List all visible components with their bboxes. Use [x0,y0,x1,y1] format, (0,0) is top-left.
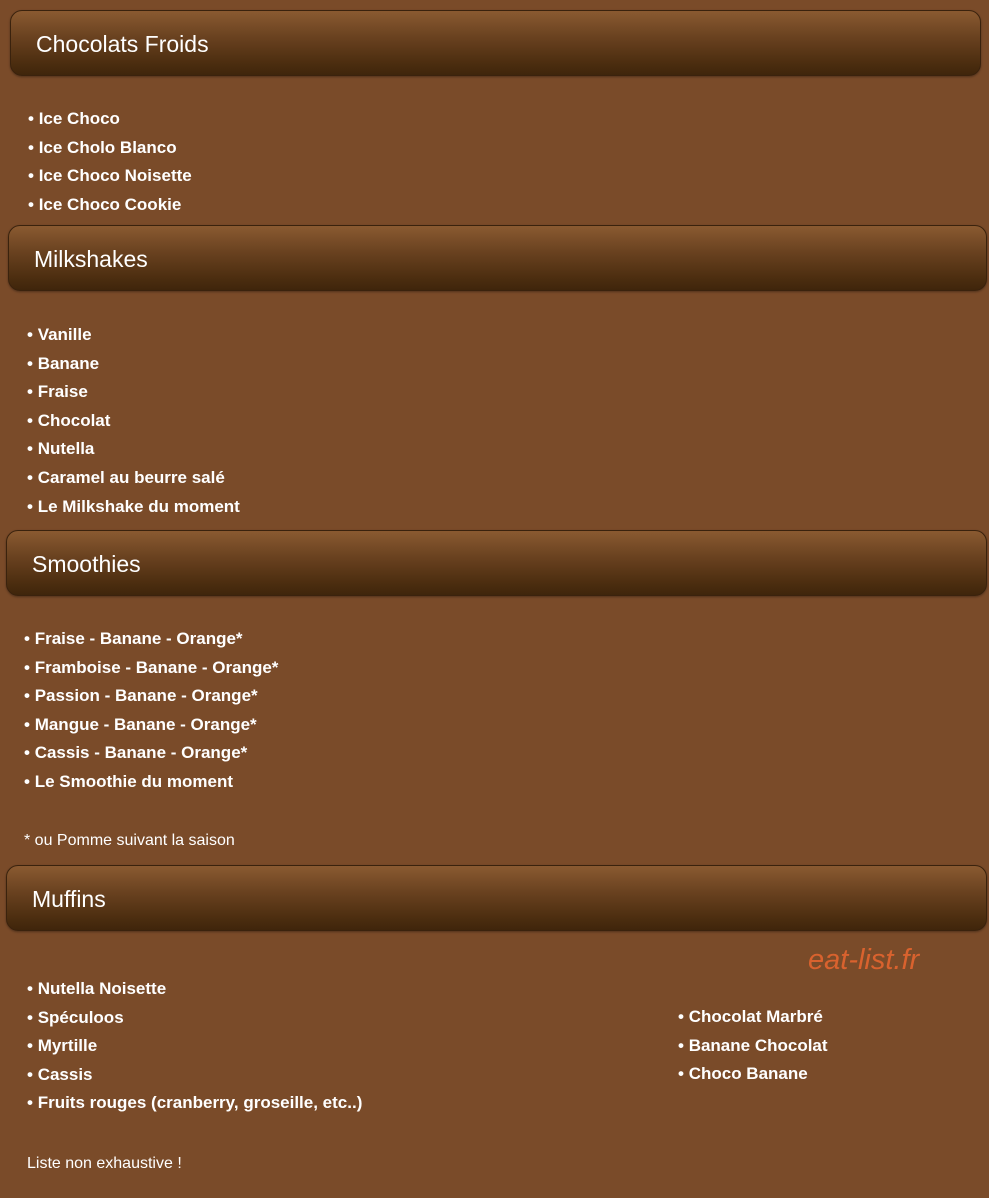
list-item: • Cassis [27,1064,93,1084]
section-title: Smoothies [32,551,141,577]
list-item: • Le Smoothie du moment [24,771,234,791]
list-item: • Caramel au beurre salé [27,467,225,487]
milkshakes-list [27,321,240,521]
list-item: • Chocolat Marbré [678,1007,823,1026]
list-item: • Ice Choco [28,109,120,128]
list-item: • Cassis - Banane - Orange* [24,743,248,763]
section-title: Chocolats Froids [36,31,209,57]
list-item: • Chocolat [27,410,111,430]
list-item: • Vanille [27,325,92,344]
chocolats-froids-list [28,105,192,219]
watermark: eat-list.fr [808,944,920,976]
smoothies-list [24,625,278,797]
list-item: • Framboise - Banane - Orange* [24,657,279,677]
section-header-muffins [6,865,987,931]
list-item: • Myrtille [27,1036,98,1056]
muffins-list-right [678,1003,828,1089]
list-item: • Banane [27,353,100,373]
muffins-list-left [27,975,362,1118]
list-item: • Le Milkshake du moment [27,496,240,516]
list-item: • Mangue - Banane - Orange* [24,714,257,734]
muffins-note: Liste non exhaustive ! [27,1155,182,1172]
list-item: • Ice Choco Noisette [28,166,192,186]
section-header-smoothies [6,530,987,596]
list-item: • Nutella [27,439,95,459]
list-item: • Passion - Banane - Orange* [24,686,258,706]
list-item: • Nutella Noisette [27,979,167,998]
section-header-milkshakes [8,225,987,291]
section-header-chocolats-froids [10,10,981,76]
section-title: Milkshakes [34,246,148,272]
list-item: • Spéculoos [27,1007,124,1027]
smoothies-note: * ou Pomme suivant la saison [24,832,235,849]
list-item: • Fraise [27,382,88,402]
list-item: • Fruits rouges (cranberry, groseille, etc..) [27,1093,363,1113]
list-item: • Ice Choco Cookie [28,194,182,214]
list-item: • Fraise - Banane - Orange* [24,629,243,648]
section-title: Muffins [32,886,106,912]
list-item: • Choco Banane [678,1064,808,1084]
list-item: • Banane Chocolat [678,1035,828,1055]
list-item: • Ice Cholo Blanco [28,137,177,157]
